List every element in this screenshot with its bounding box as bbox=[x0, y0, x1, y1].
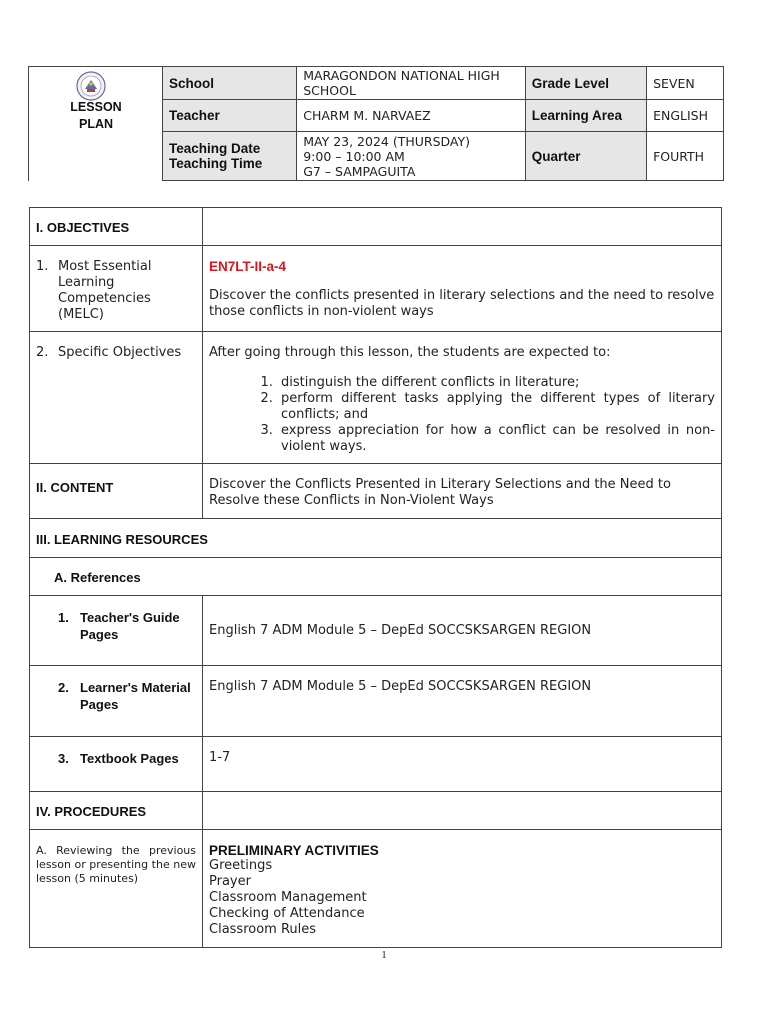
procedure-a-row bbox=[30, 830, 722, 948]
teaching-time-label: Teaching Time bbox=[169, 156, 263, 171]
teaching-date-time-label bbox=[163, 132, 297, 181]
lesson-plan-title: LESSON PLAN bbox=[70, 100, 122, 131]
resource-row bbox=[30, 666, 722, 737]
resource-row bbox=[30, 596, 722, 666]
resource-label-cell bbox=[30, 666, 203, 737]
procedures-heading-cell bbox=[30, 792, 203, 830]
specific-objectives-number: 2. bbox=[36, 345, 49, 360]
preliminary-activities-title: PRELIMINARY ACTIVITIES bbox=[209, 843, 379, 858]
logo-cell bbox=[28, 66, 163, 181]
teaching-date-time-value bbox=[297, 132, 526, 181]
lesson-plan-table bbox=[29, 207, 722, 948]
grade-level-label: Grade Level bbox=[525, 67, 646, 100]
specific-objectives-intro: After going through this lesson, the students are expected to: bbox=[209, 345, 611, 360]
resource-label: Learner's Material Pages bbox=[80, 680, 191, 712]
resource-value: English 7 ADM Module 5 – DepEd SOCCSKSARGEN REGION bbox=[209, 679, 592, 694]
section-value: G7 – SAMPAGUITA bbox=[303, 163, 416, 179]
activity-item: Checking of Attendance bbox=[209, 906, 365, 921]
content-text: Discover the Conflicts Presented in Literary Selections and the Need to Resolve these Conflicts in Non-Violent Ways bbox=[209, 477, 671, 508]
procedures-empty-cell bbox=[203, 792, 722, 830]
specific-objectives-content-cell bbox=[203, 332, 722, 464]
specific-objectives-label-cell bbox=[30, 332, 203, 464]
resource-number: 3. bbox=[58, 751, 69, 766]
objectives-row bbox=[30, 208, 722, 246]
teaching-time-value: 9:00 – 10:00 AM bbox=[303, 148, 405, 164]
objectives-heading-cell bbox=[30, 208, 203, 246]
resource-label: Teacher's Guide Pages bbox=[80, 610, 180, 642]
header-row-date bbox=[163, 132, 724, 181]
references-row bbox=[30, 558, 722, 596]
page-number: 1 bbox=[381, 950, 387, 961]
melc-number: 1. bbox=[36, 259, 49, 274]
resource-number: 1. bbox=[58, 610, 69, 625]
teaching-date-label: Teaching Date bbox=[169, 141, 261, 156]
activity-item: Classroom Management bbox=[209, 890, 367, 905]
learning-resources-row bbox=[30, 519, 722, 558]
resource-value-cell bbox=[203, 737, 722, 792]
header-table bbox=[162, 66, 724, 181]
learning-resources-heading-cell bbox=[30, 519, 722, 558]
resource-label-cell bbox=[30, 737, 203, 792]
quarter-value: FOURTH bbox=[647, 132, 724, 181]
school-label: School bbox=[163, 67, 297, 100]
specific-objectives-row bbox=[30, 332, 722, 464]
resource-value: English 7 ADM Module 5 – DepEd SOCCSKSARGEN REGION bbox=[209, 622, 592, 638]
resource-row bbox=[30, 737, 722, 792]
specific-objectives-label: Specific Objectives bbox=[58, 345, 182, 360]
activity-item: Prayer bbox=[209, 874, 251, 889]
resource-value-cell bbox=[203, 596, 722, 666]
content-row bbox=[30, 464, 722, 519]
deped-seal-icon bbox=[76, 71, 106, 101]
objective-item: 2. perform different tasks applying the different types of literary conflicts; and bbox=[277, 391, 715, 423]
resource-label-cell bbox=[30, 596, 203, 666]
specific-objectives-list bbox=[209, 375, 715, 455]
quarter-label: Quarter bbox=[525, 132, 646, 181]
resource-number: 2. bbox=[58, 680, 69, 695]
teacher-label: Teacher bbox=[163, 100, 297, 132]
melc-label: Most Essential Learning Competencies (MELC) bbox=[58, 259, 152, 322]
header-row-school bbox=[163, 67, 724, 100]
learning-area-label: Learning Area bbox=[525, 100, 646, 132]
activity-item: Greetings bbox=[209, 858, 273, 873]
resource-label: Textbook Pages bbox=[80, 751, 179, 766]
objectives-empty-cell bbox=[203, 208, 722, 246]
melc-text: Discover the conflicts presented in literary selections and the need to resolve those conflicts in non-violent ways bbox=[209, 288, 715, 319]
objective-item: 1. distinguish the different conflicts in literature; bbox=[277, 375, 715, 391]
resource-value-cell bbox=[203, 666, 722, 737]
header-row-teacher bbox=[163, 100, 724, 132]
references-heading-cell bbox=[30, 558, 722, 596]
procedure-a-label: A. Reviewing the previous lesson or presenting the new lesson (5 minutes) bbox=[36, 844, 196, 885]
teacher-value: CHARM M. NARVAEZ bbox=[297, 100, 526, 132]
content-heading: II. CONTENT bbox=[36, 480, 114, 495]
objective-item: 3. express appreciation for how a conflict can be resolved in non-violent ways. bbox=[277, 423, 715, 455]
procedure-a-content-cell bbox=[203, 830, 722, 948]
references-heading: A. References bbox=[54, 570, 141, 585]
learning-resources-heading: III. LEARNING RESOURCES bbox=[36, 531, 208, 547]
content-heading-cell bbox=[30, 464, 203, 519]
header-block bbox=[28, 66, 724, 182]
activity-item: Classroom Rules bbox=[209, 922, 317, 937]
procedures-heading: IV. PROCEDURES bbox=[36, 804, 147, 819]
learning-area-value: ENGLISH bbox=[647, 100, 724, 132]
content-text-cell bbox=[203, 464, 722, 519]
melc-label-cell bbox=[30, 246, 203, 332]
procedure-a-label-cell bbox=[30, 830, 203, 948]
melc-row bbox=[30, 246, 722, 332]
grade-level-value: SEVEN bbox=[647, 67, 724, 100]
objectives-heading: I. OBJECTIVES bbox=[36, 220, 130, 235]
school-value: MARAGONDON NATIONAL HIGH SCHOOL bbox=[297, 67, 526, 100]
resource-value: 1-7 bbox=[209, 750, 231, 765]
melc-content-cell bbox=[203, 246, 722, 332]
teaching-date-value: MAY 23, 2024 (THURSDAY) bbox=[303, 133, 471, 149]
melc-code: EN7LT-II-a-4 bbox=[209, 259, 287, 274]
procedures-row bbox=[30, 792, 722, 830]
